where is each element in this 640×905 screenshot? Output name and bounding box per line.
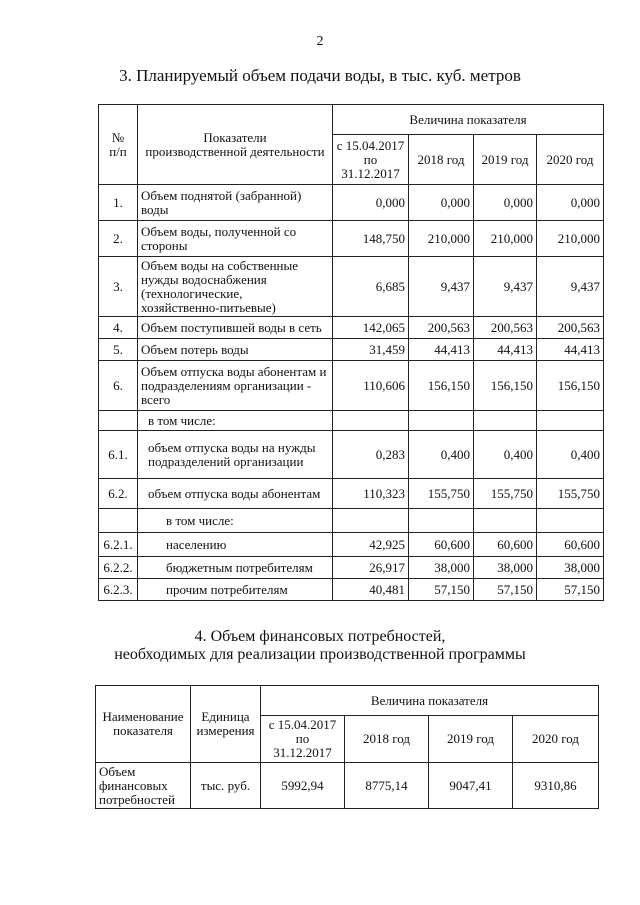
row-indicator: Объем воды, полученной со стороны bbox=[138, 221, 333, 257]
table-row bbox=[99, 431, 604, 479]
header-indicators: Показатели производственной деятельности bbox=[138, 105, 333, 185]
row-value-1: 200,563 bbox=[409, 317, 474, 339]
row-value-0: 110,606 bbox=[333, 361, 409, 411]
row-value-0: 42,925 bbox=[333, 533, 409, 557]
row-value-0: 26,917 bbox=[333, 557, 409, 579]
section4-title-line1: 4. Объем финансовых потребностей, bbox=[194, 628, 446, 645]
row-value-2: 9,437 bbox=[474, 257, 537, 317]
fin-row-value-3: 9310,86 bbox=[513, 763, 599, 809]
header2-period-1: 2018 год bbox=[345, 716, 429, 763]
row-indicator: объем отпуска воды на нужды подразделений организации bbox=[138, 431, 333, 479]
fin-row-value-2: 9047,41 bbox=[429, 763, 513, 809]
table-row bbox=[99, 509, 604, 533]
row-value-1: 44,413 bbox=[409, 339, 474, 361]
row-value-3: 156,150 bbox=[537, 361, 604, 411]
header-num: № п/п bbox=[99, 105, 138, 185]
row-num: 4. bbox=[99, 317, 138, 339]
header-period-0: с 15.04.2017 по 31.12.2017 bbox=[333, 135, 409, 185]
row-num: 6.1. bbox=[99, 431, 138, 479]
fin-row-value-0: 5992,94 bbox=[261, 763, 345, 809]
row-num: 5. bbox=[99, 339, 138, 361]
row-indicator: в том числе: bbox=[138, 411, 333, 431]
row-num: 6.2.1. bbox=[99, 533, 138, 557]
row-indicator: объем отпуска воды абонентам bbox=[138, 479, 333, 509]
row-num: 6.2.3. bbox=[99, 579, 138, 601]
row-indicator: Объем поднятой (забранной) воды bbox=[138, 185, 333, 221]
row-value-3: 9,437 bbox=[537, 257, 604, 317]
row-value-0 bbox=[333, 411, 409, 431]
row-value-0: 0,283 bbox=[333, 431, 409, 479]
row-value-1 bbox=[409, 411, 474, 431]
header-period-2: 2019 год bbox=[474, 135, 537, 185]
water-supply-table bbox=[98, 104, 604, 601]
row-num: 6.2.2. bbox=[99, 557, 138, 579]
row-value-3: 44,413 bbox=[537, 339, 604, 361]
row-num: 6. bbox=[99, 361, 138, 411]
row-num: 1. bbox=[99, 185, 138, 221]
row-indicator: Объем воды на собственные нужды водоснабжения (технологические, хозяйственно-питьевые) bbox=[138, 257, 333, 317]
row-value-0: 148,750 bbox=[333, 221, 409, 257]
row-value-2: 44,413 bbox=[474, 339, 537, 361]
row-value-2: 38,000 bbox=[474, 557, 537, 579]
table-row bbox=[99, 361, 604, 411]
row-value-2: 0,000 bbox=[474, 185, 537, 221]
row-value-2: 60,600 bbox=[474, 533, 537, 557]
financial-needs-table bbox=[95, 685, 599, 809]
fin-row-value-1: 8775,14 bbox=[345, 763, 429, 809]
row-value-1: 155,750 bbox=[409, 479, 474, 509]
table-row bbox=[99, 533, 604, 557]
table-row bbox=[99, 221, 604, 257]
section4-title-line2: необходимых для реализации производственной программы bbox=[114, 646, 526, 663]
row-indicator: Объем отпуска воды абонентам и подразделениям организации - всего bbox=[138, 361, 333, 411]
row-value-3: 57,150 bbox=[537, 579, 604, 601]
row-value-3 bbox=[537, 509, 604, 533]
header2-period-0: с 15.04.2017 по 31.12.2017 bbox=[261, 716, 345, 763]
table-row bbox=[99, 257, 604, 317]
row-value-0: 40,481 bbox=[333, 579, 409, 601]
row-value-0: 0,000 bbox=[333, 185, 409, 221]
row-value-2: 200,563 bbox=[474, 317, 537, 339]
table-row bbox=[99, 479, 604, 509]
row-indicator: населению bbox=[138, 533, 333, 557]
row-value-3: 38,000 bbox=[537, 557, 604, 579]
row-value-1: 57,150 bbox=[409, 579, 474, 601]
row-value-1: 38,000 bbox=[409, 557, 474, 579]
row-value-3: 0,400 bbox=[537, 431, 604, 479]
row-value-3: 200,563 bbox=[537, 317, 604, 339]
row-value-3: 155,750 bbox=[537, 479, 604, 509]
header-period-1: 2018 год bbox=[409, 135, 474, 185]
row-value-1: 60,600 bbox=[409, 533, 474, 557]
section3-title: 3. Планируемый объем подачи воды, в тыс. куб. метров bbox=[119, 66, 521, 85]
row-value-1: 9,437 bbox=[409, 257, 474, 317]
page-number: 2 bbox=[316, 34, 324, 49]
row-value-3 bbox=[537, 411, 604, 431]
header2-period-3: 2020 год bbox=[513, 716, 599, 763]
table-row bbox=[99, 339, 604, 361]
table-row bbox=[99, 557, 604, 579]
table-row bbox=[99, 579, 604, 601]
row-num bbox=[99, 411, 138, 431]
row-value-3: 60,600 bbox=[537, 533, 604, 557]
table-row bbox=[99, 185, 604, 221]
row-value-1: 0,000 bbox=[409, 185, 474, 221]
section4-title bbox=[0, 628, 640, 664]
fin-row-unit: тыс. руб. bbox=[191, 763, 261, 809]
row-value-0: 142,065 bbox=[333, 317, 409, 339]
header-value-group: Величина показателя bbox=[333, 105, 604, 135]
row-value-0: 6,685 bbox=[333, 257, 409, 317]
header-unit: Единица измерения bbox=[191, 686, 261, 763]
row-value-1: 0,400 bbox=[409, 431, 474, 479]
fin-row-name: Объем финансовых потребностей bbox=[96, 763, 191, 809]
row-value-2 bbox=[474, 411, 537, 431]
table-row bbox=[99, 411, 604, 431]
table-body bbox=[99, 185, 604, 601]
row-value-2: 155,750 bbox=[474, 479, 537, 509]
row-value-0: 31,459 bbox=[333, 339, 409, 361]
header-period-3: 2020 год bbox=[537, 135, 604, 185]
row-num: 6.2. bbox=[99, 479, 138, 509]
header-value-group-2: Величина показателя bbox=[261, 686, 599, 716]
row-num bbox=[99, 509, 138, 533]
row-value-0: 110,323 bbox=[333, 479, 409, 509]
header2-period-2: 2019 год bbox=[429, 716, 513, 763]
row-value-2: 57,150 bbox=[474, 579, 537, 601]
row-indicator: Объем поступившей воды в сеть bbox=[138, 317, 333, 339]
row-value-3: 210,000 bbox=[537, 221, 604, 257]
row-indicator: Объем потерь воды bbox=[138, 339, 333, 361]
row-num: 2. bbox=[99, 221, 138, 257]
row-indicator: бюджетным потребителям bbox=[138, 557, 333, 579]
row-indicator: в том числе: bbox=[138, 509, 333, 533]
row-value-2: 210,000 bbox=[474, 221, 537, 257]
row-value-2 bbox=[474, 509, 537, 533]
row-value-1: 210,000 bbox=[409, 221, 474, 257]
table-row bbox=[99, 317, 604, 339]
row-indicator: прочим потребителям bbox=[138, 579, 333, 601]
row-value-3: 0,000 bbox=[537, 185, 604, 221]
row-value-1 bbox=[409, 509, 474, 533]
header-name: Наименование показателя bbox=[96, 686, 191, 763]
row-value-2: 156,150 bbox=[474, 361, 537, 411]
row-value-0 bbox=[333, 509, 409, 533]
row-value-2: 0,400 bbox=[474, 431, 537, 479]
row-num: 3. bbox=[99, 257, 138, 317]
row-value-1: 156,150 bbox=[409, 361, 474, 411]
